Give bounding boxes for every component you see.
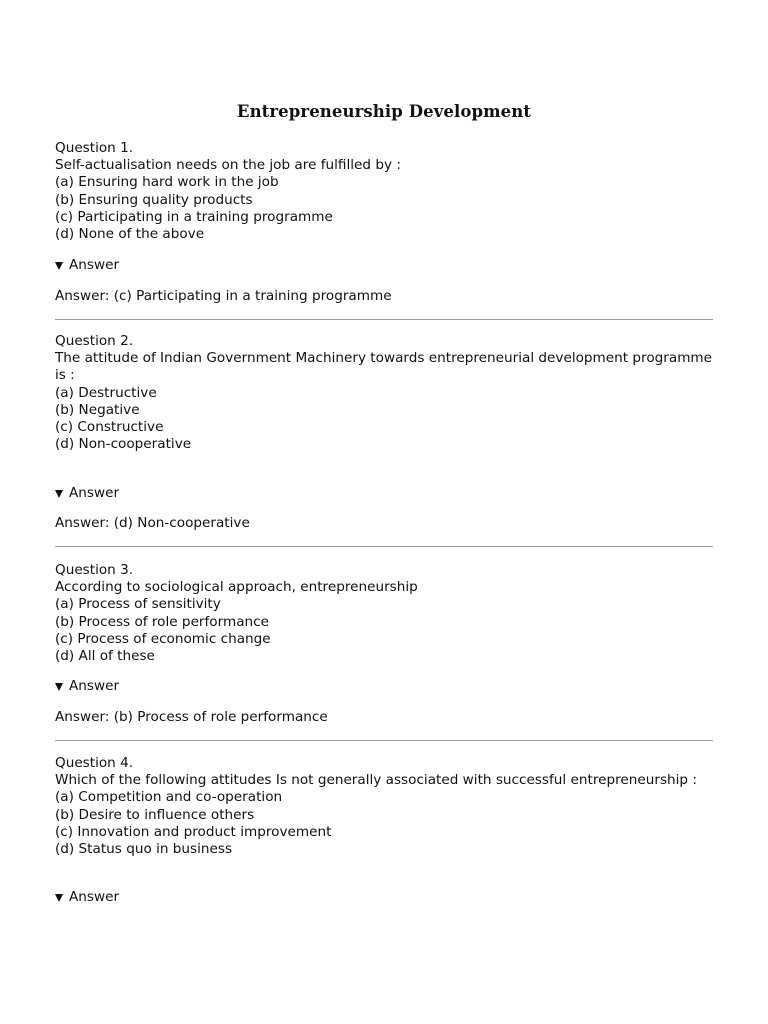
question-heading: Question 4.: [55, 755, 134, 771]
question-block-3: [55, 562, 713, 665]
question-text: The attitude of Indian Government Machinery towards entrepreneurial development programme is :: [55, 350, 713, 384]
option-d: (d) Non-cooperative: [55, 436, 192, 453]
question-block-4: [55, 755, 713, 858]
question-heading: Question 3.: [55, 562, 134, 578]
question-heading: Question 2.: [55, 333, 134, 349]
page-title: Entrepreneurship Development: [236, 102, 532, 121]
answer-toggle-2[interactable]: [55, 485, 119, 502]
answer-text-3: Answer: (b) Process of role performance: [55, 709, 328, 725]
question-block-2: [55, 333, 713, 453]
question-heading: Question 1.: [55, 140, 134, 156]
question-text: Self-actualisation needs on the job are fulfilled by :: [55, 157, 401, 174]
answer-toggle-1[interactable]: [55, 257, 119, 274]
question-text: According to sociological approach, entrepreneurship: [55, 579, 418, 596]
answer-toggle-label: Answer: [69, 889, 120, 905]
triangle-down-icon: [55, 490, 63, 498]
option-b: (b) Process of role performance: [55, 613, 269, 630]
divider: [55, 319, 713, 320]
option-d: (d) None of the above: [55, 226, 205, 243]
triangle-down-icon: [55, 894, 63, 902]
answer-text-2: Answer: (d) Non-cooperative: [55, 515, 250, 531]
option-c: (c) Process of economic change: [55, 630, 271, 647]
option-d: (d) Status quo in business: [55, 841, 233, 858]
option-c: (c) Participating in a training programme: [55, 208, 333, 225]
option-c: (c) Innovation and product improvement: [55, 823, 332, 840]
option-a: (a) Ensuring hard work in the job: [55, 174, 279, 191]
question-block-1: [55, 140, 713, 243]
question-text: Which of the following attitudes Is not generally associated with successful entrepreneurship :: [55, 772, 697, 789]
option-c: (c) Constructive: [55, 419, 164, 436]
option-a: (a) Destructive: [55, 384, 157, 401]
answer-toggle-label: Answer: [69, 257, 120, 273]
option-b: (b) Ensuring quality products: [55, 191, 253, 208]
answer-toggle-label: Answer: [69, 678, 120, 694]
triangle-down-icon: [55, 683, 63, 691]
answer-text-1: Answer: (c) Participating in a training programme: [55, 288, 392, 304]
option-a: (a) Competition and co-operation: [55, 789, 283, 806]
option-a: (a) Process of sensitivity: [55, 596, 221, 613]
answer-toggle-label: Answer: [69, 485, 120, 501]
option-b: (b) Negative: [55, 401, 140, 418]
divider: [55, 546, 713, 547]
answer-toggle-3[interactable]: [55, 678, 119, 695]
answer-toggle-4[interactable]: [55, 889, 119, 906]
divider: [55, 740, 713, 741]
triangle-down-icon: [55, 262, 63, 270]
option-b: (b) Desire to influence others: [55, 806, 255, 823]
option-d: (d) All of these: [55, 648, 155, 665]
